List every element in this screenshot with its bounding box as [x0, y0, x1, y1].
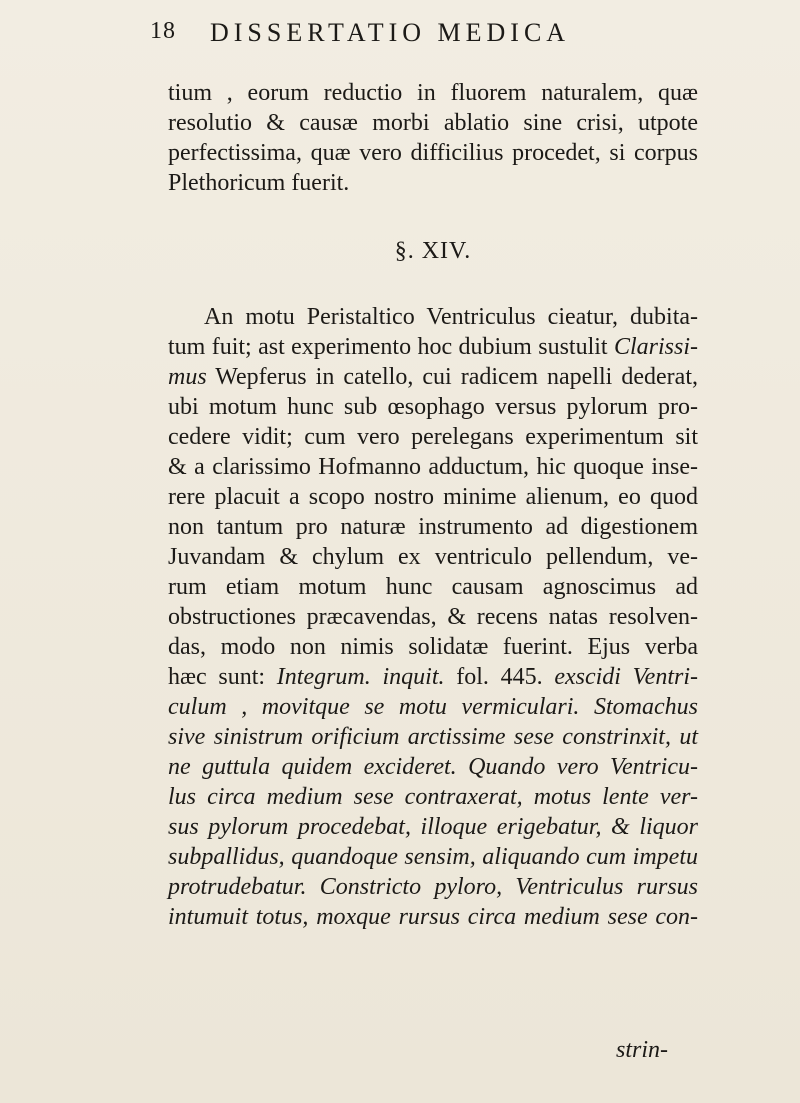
quote-line: intumuit totus, moxque rursus circa medium sese con-: [168, 904, 698, 930]
text-line: tium , eorum reductio in fluorem naturalem, quæ: [168, 80, 698, 106]
text-line: resolutio & causæ morbi ablatio sine crisi, utpote: [168, 110, 698, 136]
folio-reference: fol. 445.: [456, 664, 543, 690]
text-line: rum etiam motum hunc causam agnoscimus ad: [168, 574, 698, 600]
running-head-title: DISSERTATIO MEDICA: [210, 18, 571, 47]
italic-phrase: Integrum. inquit.: [276, 664, 445, 690]
text-line: non tantum pro naturæ instrumento ad digestionem: [168, 514, 698, 540]
italic-word: Clarissi-: [613, 334, 698, 360]
catchword: strin-: [616, 1037, 669, 1063]
text-line: Plethoricum fuerit.: [168, 170, 350, 196]
text-line: Juvandam & chylum ex ventriculo pellendum, ve-: [168, 544, 698, 570]
page-number: 18: [150, 18, 176, 44]
quote-line: culum , movitque se motu vermiculari. Stomachus: [168, 694, 698, 720]
page-header: [150, 18, 710, 68]
italic-phrase: exscidi Ventri-: [554, 664, 698, 690]
text-line: An motu Peristaltico Ventriculus cieatur, dubita-: [204, 304, 698, 330]
text-line: das, modo non nimis solidatæ fuerint. Ejus verba: [168, 634, 698, 660]
text-line: & a clarissimo Hofmanno adductum, hic quoque inse-: [168, 454, 698, 480]
text-line: tum fuit; ast experimento hoc dubium sustulit Clarissi-: [168, 334, 698, 360]
body-text: [168, 78, 698, 932]
text-line: mus Wepferus in catello, cui radicem napelli dederat,: [168, 364, 698, 390]
text-line: cedere vidit; cum vero perelegans experimentum sit: [168, 424, 698, 450]
quote-line: lus circa medium sese contraxerat, motus lente ver-: [168, 784, 698, 810]
quote-line: subpallidus, quandoque sensim, aliquando cum impetu: [168, 844, 698, 870]
quote-line: protrudebatur. Constricto pyloro, Ventriculus rursus: [168, 874, 698, 900]
italic-word: mus: [168, 364, 207, 390]
quote-line: ne guttula quidem excideret. Quando vero Ventricu-: [168, 754, 698, 780]
quote-line: sive sinistrum orificium arctissime sese constrinxit, ut: [168, 724, 698, 750]
text-line: rere placuit a scopo nostro minime alienum, eo quod: [168, 484, 698, 510]
text-line: perfectissima, quæ vero difficilius procedet, si corpus: [168, 140, 698, 166]
text-line: obstructiones præcavendas, & recens natas resolven-: [168, 604, 698, 630]
text-line: hæc sunt: Integrum. inquit. fol. 445. exscidi Ventri-: [168, 664, 698, 690]
section-heading: §. XIV.: [394, 238, 472, 264]
text-line: ubi motum hunc sub œsophago versus pylorum pro-: [168, 394, 698, 420]
quote-line: sus pylorum procedebat, illoque erigebatur, & liquor: [168, 814, 698, 840]
